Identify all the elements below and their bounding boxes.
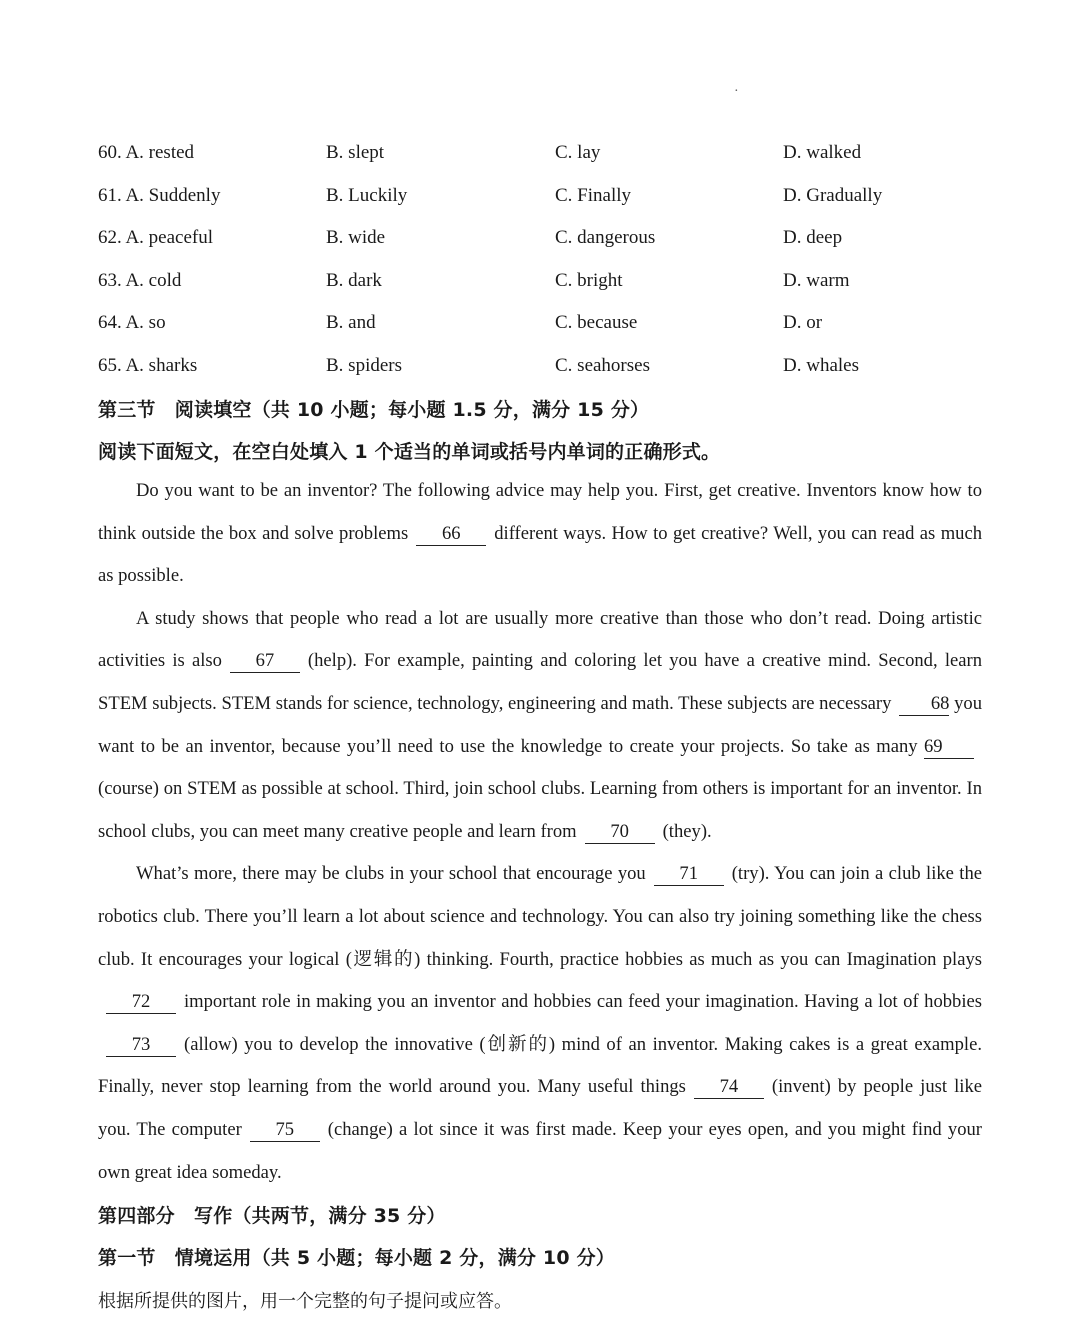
- option-a: 61. A. Suddenly: [98, 184, 221, 206]
- paragraph-2: [98, 598, 982, 854]
- option-a: 64. A. so: [98, 312, 166, 333]
- option-d: D. deep: [783, 227, 843, 248]
- option-c: C. seahorses: [555, 354, 650, 376]
- option-row-61: [98, 179, 998, 222]
- option-row-63: [98, 264, 998, 307]
- paragraph-3: [98, 853, 982, 1194]
- part4-heading: 第四部分 写作（共两节，满分 35 分）: [98, 1205, 446, 1227]
- option-d: D. or: [783, 312, 823, 333]
- blank-73: 73: [106, 1034, 176, 1057]
- top-mark: ·: [734, 84, 739, 99]
- option-d: D. Gradually: [783, 184, 883, 206]
- passage-text: (invent) by people just like you. The computer: [98, 1076, 983, 1140]
- passage-text: (allow) you to develop the innovative (创新的) mind of an inventor. Making cakes is a great example. Finally, never stop learning from the world around you. Many useful things: [98, 1033, 982, 1098]
- passage-text: (course) on STEM as possible at school. Third, join school clubs. Learning from others is important for an inventor. In school clubs, you can meet many creative people and learn from: [98, 778, 982, 842]
- option-c: C. dangerous: [555, 227, 656, 248]
- option-d: D. whales: [783, 354, 859, 376]
- blank-74: 74: [694, 1076, 764, 1099]
- option-d: D. warm: [783, 269, 850, 291]
- blank-68: 68: [899, 693, 949, 716]
- reading-passage: [98, 470, 982, 1194]
- passage-text: important role in making you an inventor and hobbies can feed your imagination. Having a lot of hobbies: [184, 991, 982, 1013]
- option-c: C. because: [555, 312, 638, 333]
- option-d: D. walked: [783, 142, 862, 163]
- option-a: 60. A. rested: [98, 142, 195, 163]
- option-row-60: [98, 136, 998, 179]
- part4-instruction: 根据所提供的图片，用一个完整的句子提问或应答。: [98, 1291, 512, 1312]
- option-row-62: [98, 221, 998, 264]
- option-b: B. slept: [326, 142, 385, 163]
- option-b: B. Luckily: [326, 184, 408, 206]
- part4-section1-heading: 第一节 情境运用（共 5 小题；每小题 2 分，满分 10 分）: [98, 1247, 615, 1269]
- passage-text: different ways. How to get creative? Well, you can read as much as possible.: [98, 522, 982, 587]
- section3-heading: 第三节 阅读填空（共 10 小题；每小题 1.5 分，满分 15 分）: [98, 399, 650, 421]
- passage-text: What’s more, there may be clubs in your school that encourage you: [136, 863, 646, 885]
- section3-instruction: 阅读下面短文，在空白处填入 1 个适当的单词或括号内单词的正确形式。: [98, 441, 721, 463]
- passage-text: A study shows that people who read a lot are usually more creative than those who don’t read. Doing artistic activities is also: [98, 607, 982, 672]
- blank-71: 71: [654, 863, 724, 886]
- paragraph-1: [98, 470, 982, 598]
- blank-75: 75: [250, 1119, 320, 1142]
- option-c: C. lay: [555, 142, 601, 163]
- option-a: 65. A. sharks: [98, 354, 198, 376]
- options-list: [98, 136, 998, 391]
- blank-72: 72: [106, 991, 176, 1014]
- option-c: C. Finally: [555, 184, 632, 206]
- passage-text: (help). For example, painting and coloring let you have a creative mind. Second, learn STEM subjects. STEM stands for science, technology, engineering and math. These subjects are necessary: [98, 650, 982, 714]
- blank-66: 66: [416, 523, 486, 546]
- option-row-65: [98, 349, 998, 392]
- blank-70: 70: [585, 821, 655, 844]
- option-a: 62. A. peaceful: [98, 227, 214, 248]
- passage-text: Do you want to be an inventor? The following advice may help you. First, get creative. Inventors know how to think outside the box and solve problems: [98, 480, 982, 544]
- option-a: 63. A. cold: [98, 269, 182, 291]
- option-row-64: [98, 306, 998, 349]
- passage-text: (try). You can join a club like the robotics club. There you’ll learn a lot about science and technology. You can also try joining something like the chess club. It encourages your logical (逻辑的) thinking. Fourth, practice hobbies as much as you can Imagination plays: [98, 863, 982, 970]
- blank-69: 69: [924, 736, 974, 759]
- option-b: B. spiders: [326, 354, 402, 376]
- passage-text: (change) a lot since it was first made. Keep your eyes open, and you might find your own great idea someday.: [98, 1118, 982, 1183]
- passage-text: (they).: [662, 820, 712, 842]
- passage-text: you want to be an inventor, because you’ll need to use the knowledge to create your projects. So take as many: [98, 692, 982, 757]
- option-c: C. bright: [555, 269, 623, 291]
- option-b: B. wide: [326, 227, 386, 248]
- option-b: B. and: [326, 312, 376, 333]
- blank-67: 67: [230, 650, 300, 673]
- option-b: B. dark: [326, 269, 382, 291]
